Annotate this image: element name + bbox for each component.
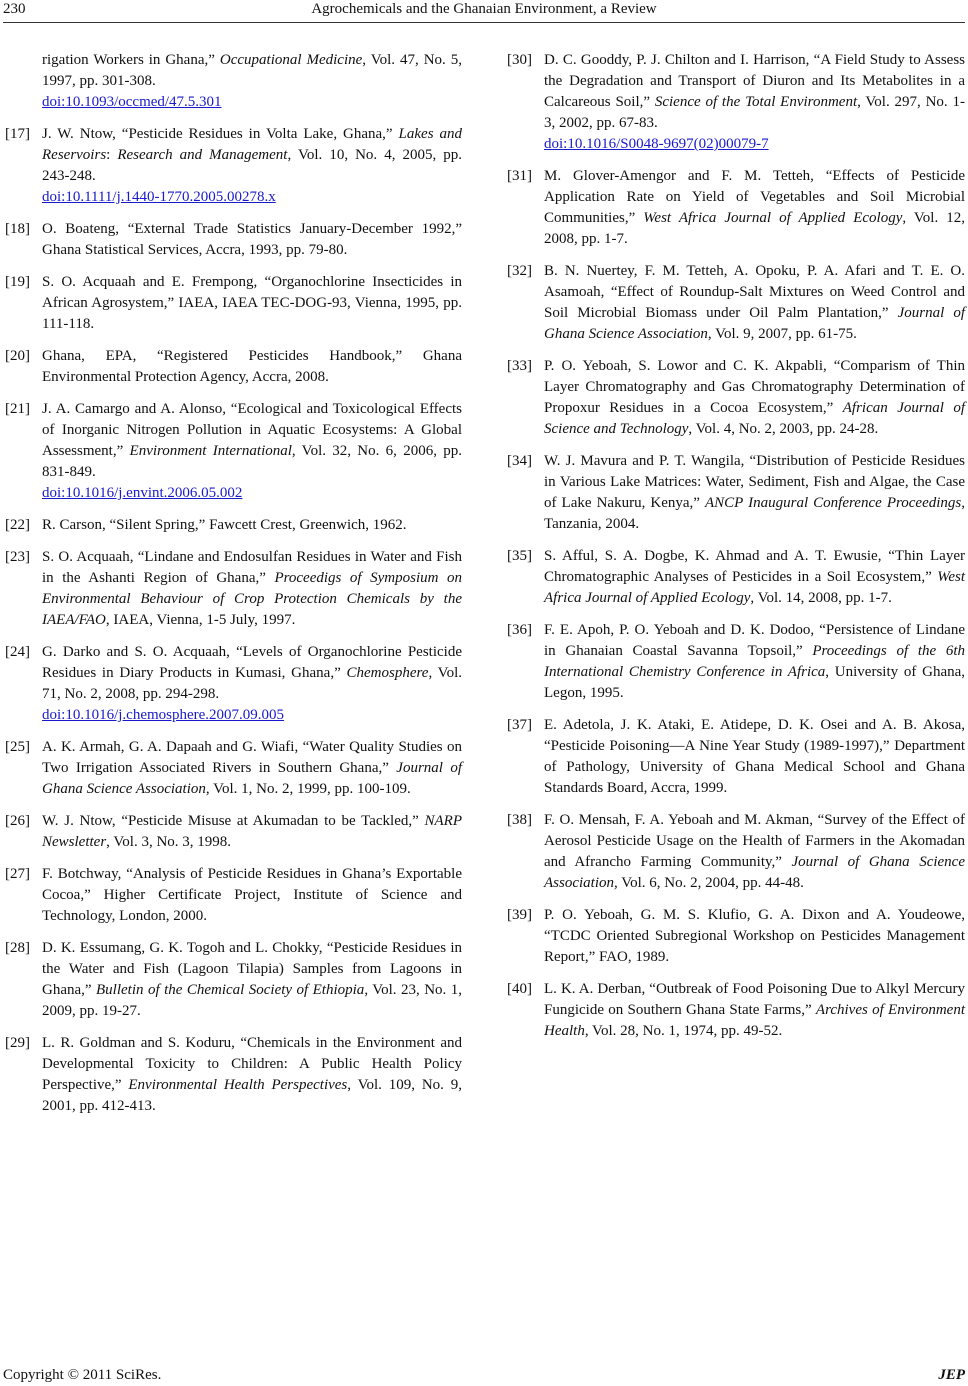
reference-27: [5, 864, 462, 927]
ref-number: [27]: [5, 866, 30, 882]
ref-details: , Vol. 109, No. 9, 2001, pp. 412-413.: [42, 1077, 462, 1114]
ref-details: , Vol. 10, No. 4, 2005, pp. 243-248.: [42, 147, 462, 184]
ref-text: Ghana, EPA, “Registered Pesticides Handbook,” Ghana Environmental Protection Agency, Accra, 2008.: [42, 348, 462, 385]
doi-link[interactable]: doi:10.1093/occmed/47.5.301: [42, 94, 222, 110]
ref-number: [20]: [5, 348, 30, 364]
ref-number: [19]: [5, 274, 30, 290]
ref-journal: ANCP Inaugural Conference Proceedings: [705, 495, 962, 511]
ref-details: , Vol. 3, No. 3, 1998.: [106, 834, 232, 850]
reference-17: [5, 124, 462, 208]
ref-number: [33]: [507, 358, 532, 374]
reference-25: [5, 737, 462, 800]
reference-22: [5, 515, 462, 536]
ref-text: S. O. Acquaah, “Lindane and Endosulfan Residues in Water and Fish in the Ashanti Region of Ghana,”: [42, 549, 462, 586]
ref-number: [35]: [507, 548, 532, 564]
ref-text: D. C. Gooddy, P. J. Chilton and I. Harrison, “A Field Study to Assess the Degradation and Transport of Diuron and Its Metabolites in a Calcareous Soil,”: [544, 52, 965, 110]
ref-journal: Environment International: [129, 443, 292, 459]
running-title: Agrochemicals and the Ghanaian Environment, a Review: [311, 1, 657, 17]
ref-details: , Vol. 9, 2007, pp. 61-75.: [707, 326, 857, 342]
journal-abbrev: JEP: [938, 1367, 965, 1383]
ref-text: B. N. Nuertey, F. M. Tetteh, A. Opoku, P. A. Afari and T. E. O. Asamoah, “Effect of Roundup-Salt Mixtures on Weed Control and Soil Microbial Biomass under Oil Palm Plantation,”: [544, 263, 965, 321]
references-column-right: [507, 50, 965, 1053]
ref-journal: Environmental Health Perspectives: [128, 1077, 348, 1093]
reference-33: [507, 356, 965, 440]
reference-35: [507, 546, 965, 609]
ref-text: R. Carson, “Silent Spring,” Fawcett Crest, Greenwich, 1962.: [42, 517, 407, 533]
ref-details: , Vol. 1, No. 2, 1999, pp. 100-109.: [205, 781, 411, 797]
ref-details: , Vol. 297, No. 1-3, 2002, pp. 67-83.: [544, 94, 965, 131]
ref-journal: Proceedigs of Symposium on Environmental Behaviour of Crop Protection Chemicals by the IAEA/FAO: [42, 570, 462, 628]
reference-20: [5, 346, 462, 388]
ref-text: L. R. Goldman and S. Koduru, “Chemicals in the Environment and Developmental Toxicity to Children: A Public Health Policy Perspective,”: [42, 1035, 462, 1093]
page-footer: [0, 1366, 968, 1386]
ref-text: G. Darko and S. O. Acquaah, “Levels of Organochlorine Pesticide Residues in Diary Products in Kumasi, Ghana,”: [42, 644, 462, 681]
page-header: [0, 0, 968, 20]
ref-number: [39]: [507, 907, 532, 923]
ref-text: P. O. Yeboah, S. Lowor and C. K. Akpabli, “Comparism of Thin Layer Chromatography and Gas Chromatography Determination of Propoxur Residues in a Cocoa Ecosystem,”: [544, 358, 965, 416]
ref-number: [34]: [507, 453, 532, 469]
ref-number: [18]: [5, 221, 30, 237]
reference-37: [507, 715, 965, 799]
ref-number: [26]: [5, 813, 30, 829]
ref-number: [22]: [5, 517, 30, 533]
ref-sep: :: [106, 147, 118, 163]
ref-text: D. K. Essumang, G. K. Togoh and L. Chokky, “Pesticide Residues in the Water and Fish (Lagoon Tilapia) Samples from Lagoons in Ghana,”: [42, 940, 462, 998]
page-number: 230: [3, 1, 26, 17]
references-column-left: [5, 50, 462, 1128]
ref-journal: Archives of Environment Health: [544, 1002, 965, 1039]
ref-text: O. Boateng, “External Trade Statistics January-December 1992,” Ghana Statistical Services, Accra, 1993, pp. 79-80.: [42, 221, 462, 258]
ref-details: , Vol. 47, No. 5, 1997, pp. 301-308.: [42, 52, 462, 89]
ref-number: [40]: [507, 981, 532, 997]
reference-18: [5, 219, 462, 261]
ref-text: S. O. Acquaah and E. Frempong, “Organochlorine Insecticides in African Agrosystem,” IAEA, IAEA TEC-DOG-93, Vienna, 1995, pp. 111-118.: [42, 274, 462, 332]
ref-number: [30]: [507, 52, 532, 68]
ref-number: [31]: [507, 168, 532, 184]
ref-number: [25]: [5, 739, 30, 755]
reference-32: [507, 261, 965, 345]
ref-number: [28]: [5, 940, 30, 956]
reference-23: [5, 547, 462, 631]
ref-journal: African Journal of Science and Technology: [544, 400, 965, 437]
ref-text: L. K. A. Derban, “Outbreak of Food Poisoning Due to Alkyl Mercury Fungicide on Southern Ghana State Farms,”: [544, 981, 965, 1018]
ref-journal: Proceedings of the 6th International Chemistry Conference in Africa: [544, 643, 965, 680]
reference-28: [5, 938, 462, 1022]
ref-number: [32]: [507, 263, 532, 279]
reference-31: [507, 166, 965, 250]
ref-text: F. E. Apoh, P. O. Yeboah and D. K. Dodoo, “Persistence of Lindane in Ghanaian Coastal Savanna Topsoil,”: [544, 622, 965, 659]
reference-30: [507, 50, 965, 155]
ref-details: , Vol. 28, No. 1, 1974, pp. 49-52.: [584, 1023, 783, 1039]
reference-19: [5, 272, 462, 335]
ref-text: rigation Workers in Ghana,”: [42, 52, 220, 68]
ref-text: P. O. Yeboah, G. M. S. Klufio, G. A. Dixon and A. Youdeowe, “TCDC Oriented Subregional Workshop on Pesticides Management Report,” FAO, 1989.: [544, 907, 965, 965]
ref-number: [38]: [507, 812, 532, 828]
ref-number: [37]: [507, 717, 532, 733]
ref-journal: Occupational Medicine: [219, 52, 363, 68]
ref-details: , Vol. 14, 2008, pp. 1-7.: [750, 590, 892, 606]
ref-text: J. W. Ntow, “Pesticide Residues in Volta Lake, Ghana,”: [42, 126, 399, 142]
ref-number: [23]: [5, 549, 30, 565]
reference-39: [507, 905, 965, 968]
ref-text: W. J. Mavura and P. T. Wangila, “Distribution of Pesticide Residues in Various Lake Matrices: Water, Sediment, Fish and Algae, the Case of Lake Nakuru, Kenya,”: [544, 453, 965, 511]
header-rule: [3, 22, 965, 23]
reference-36: [507, 620, 965, 704]
reference-21: [5, 399, 462, 504]
ref-number: [17]: [5, 126, 30, 142]
ref-text: A. K. Armah, G. A. Dapaah and G. Wiafi, “Water Quality Studies on Two Irrigation Associated Rivers in Southern Ghana,”: [42, 739, 462, 776]
ref-details: , IAEA, Vienna, 1-5 July, 1997.: [105, 612, 296, 628]
ref-text: E. Adetola, J. K. Ataki, E. Atidepe, D. K. Osei and A. B. Akosa, “Pesticide Poisoning—A Nine Year Study (1989-1997),” Department of Pathology, University of Ghana Medical School and Ghana Standards Board, Accra, 1999.: [544, 717, 965, 796]
ref-details: , Tanzania, 2004.: [544, 495, 965, 532]
ref-details: , Vol. 6, No. 2, 2004, pp. 44-48.: [614, 875, 804, 891]
ref-journal: West Africa Journal of Applied Ecology: [544, 569, 965, 606]
doi-link[interactable]: doi:10.1016/S0048-9697(02)00079-7: [544, 136, 769, 152]
ref-journal: Bulletin of the Chemical Society of Ethiopia: [96, 982, 365, 998]
ref-journal: Journal of Ghana Science Association: [544, 854, 965, 891]
ref-text: F. Botchway, “Analysis of Pesticide Residues in Ghana’s Exportable Cocoa,” Higher Certificate Project, Institute of Science and Technology, London, 2000.: [42, 866, 462, 924]
copyright-notice: Copyright © 2011 SciRes.: [3, 1367, 162, 1383]
ref-details: , University of Ghana, Legon, 1995.: [544, 664, 966, 701]
ref-journal: Chemosphere: [346, 665, 429, 681]
ref-number: [24]: [5, 644, 30, 660]
reference-40: [507, 979, 965, 1042]
ref-number: [21]: [5, 401, 30, 417]
doi-link[interactable]: doi:10.1111/j.1440-1770.2005.00278.x: [42, 189, 276, 205]
ref-text: J. A. Camargo and A. Alonso, “Ecological and Toxicological Effects of Inorganic Nitrogen Pollution in Aquatic Ecosystems: A Global Assessment,”: [42, 401, 462, 459]
ref-text: F. O. Mensah, F. A. Yeboah and M. Akman, “Survey of the Effect of Aerosol Pesticide Usage on the Health of Farmers in the Akomadan and Afrancho Farming Community,”: [544, 812, 965, 870]
reference-continuation: [5, 50, 462, 113]
ref-details: , Vol. 71, No. 2, 2008, pp. 294-298.: [42, 665, 463, 702]
ref-number: [29]: [5, 1035, 30, 1051]
ref-details: , Vol. 32, No. 6, 2006, pp. 831-849.: [42, 443, 462, 480]
ref-journal: Science of the Total Environment: [654, 94, 858, 110]
ref-journal: Journal of Ghana Science Association: [544, 305, 965, 342]
ref-journal: NARP Newsletter: [42, 813, 462, 850]
ref-journal-sub: Research and Management: [117, 147, 288, 163]
reference-38: [507, 810, 965, 894]
reference-29: [5, 1033, 462, 1117]
ref-details: , Vol. 12, 2008, pp. 1-7.: [544, 210, 966, 247]
ref-text: S. Afful, S. A. Dogbe, K. Ahmad and A. T. Ewusie, “Thin Layer Chromatographic Analyses of Pesticides in a Soil Ecosystem,”: [544, 548, 965, 585]
ref-text: W. J. Ntow, “Pesticide Misuse at Akumadan to be Tackled,”: [42, 813, 425, 829]
ref-details: , Vol. 4, No. 2, 2003, pp. 24-28.: [688, 421, 879, 437]
ref-number: [36]: [507, 622, 532, 638]
doi-link[interactable]: doi:10.1016/j.chemosphere.2007.09.005: [42, 707, 285, 723]
reference-24: [5, 642, 462, 726]
ref-details: , Vol. 23, No. 1, 2009, pp. 19-27.: [42, 982, 462, 1019]
ref-journal: Lakes and Reservoirs: [42, 126, 462, 163]
reference-34: [507, 451, 965, 535]
reference-26: [5, 811, 462, 853]
ref-text: M. Glover-Amengor and F. M. Tetteh, “Effects of Pesticide Application Rate on Yield of Vegetables and Soil Microbial Communities,”: [544, 168, 965, 226]
ref-journal: Journal of Ghana Science Association: [42, 760, 462, 797]
ref-journal: West Africa Journal of Applied Ecology: [643, 210, 903, 226]
doi-link[interactable]: doi:10.1016/j.envint.2006.05.002: [42, 485, 243, 501]
